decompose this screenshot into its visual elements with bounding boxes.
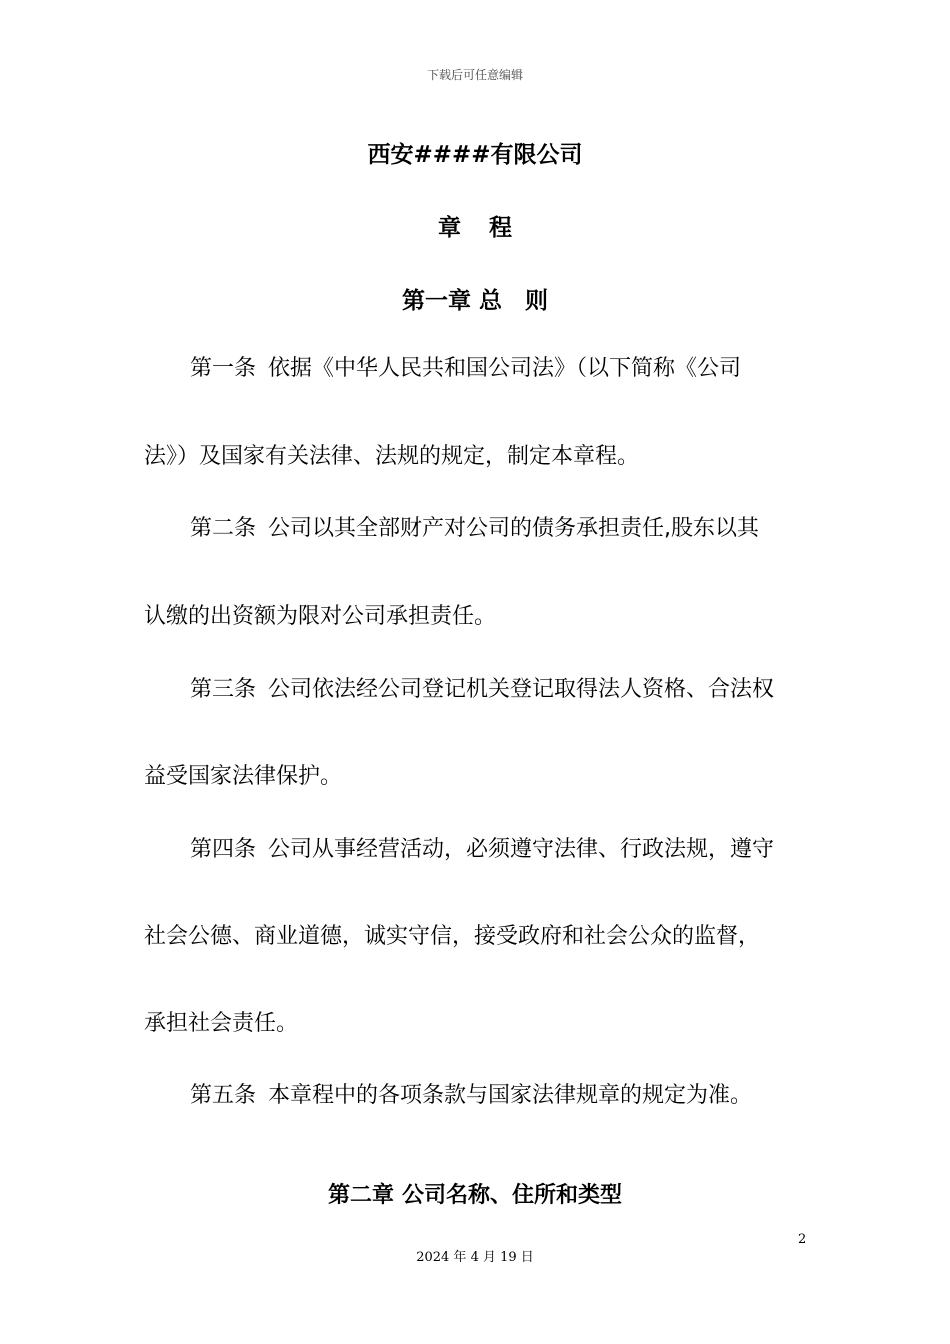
article-5-line-1: 第五条 本章程中的各项条款与国家法律规章的规定为准。: [190, 1083, 753, 1108]
article-1-line-2: 法》）及国家有关法律、法规的规定，制定本章程。: [144, 444, 640, 469]
company-title: 西安####有限公司: [367, 142, 583, 168]
footer-date: 2024 年 4 月 19 日: [416, 1250, 534, 1265]
article-4-line-3: 承担社会责任。: [144, 1011, 299, 1036]
page-number: 2: [798, 1232, 807, 1247]
chapter-2-label: 第二章: [327, 1183, 394, 1208]
header-note: 下载后可任意编辑: [426, 68, 523, 82]
document-type-title: 章程: [438, 215, 540, 241]
article-4-line-1: 第四条 公司从事经营活动，必须遵守法律、行政法规，遵守: [190, 837, 775, 862]
article-1-label: 第一条: [190, 356, 257, 381]
article-3-line-1: 第三条 公司依法经公司登记机关登记取得法人资格、合法权: [190, 677, 775, 702]
chapter-1-label: 第一章: [402, 288, 471, 314]
article-3-line-2: 益受国家法律保护。: [144, 764, 343, 789]
article-4-label: 第四条: [190, 837, 257, 862]
article-2-label: 第二条: [190, 516, 257, 541]
article-5-label: 第五条: [190, 1083, 257, 1108]
article-1-line-1: 第一条 依据《中华人民共和国公司法》（以下简称《公司: [190, 356, 742, 381]
chapter-2-name: 公司名称、住所和类型: [402, 1183, 623, 1208]
article-3-label: 第三条: [190, 677, 257, 702]
article-4-line-2: 社会公德、商业道德，诚实守信，接受政府和社会公众的监督，: [144, 924, 761, 949]
chapter-2-heading: [0, 1178, 950, 1209]
article-2-line-2: 认缴的出资额为限对公司承担责任。: [144, 604, 497, 629]
chapter-1-heading: [0, 282, 950, 315]
chapter-1-name: 总 则: [479, 288, 548, 314]
article-2-line-1: 第二条 公司以其全部财产对公司的债务承担责任,股东以其: [190, 516, 760, 541]
